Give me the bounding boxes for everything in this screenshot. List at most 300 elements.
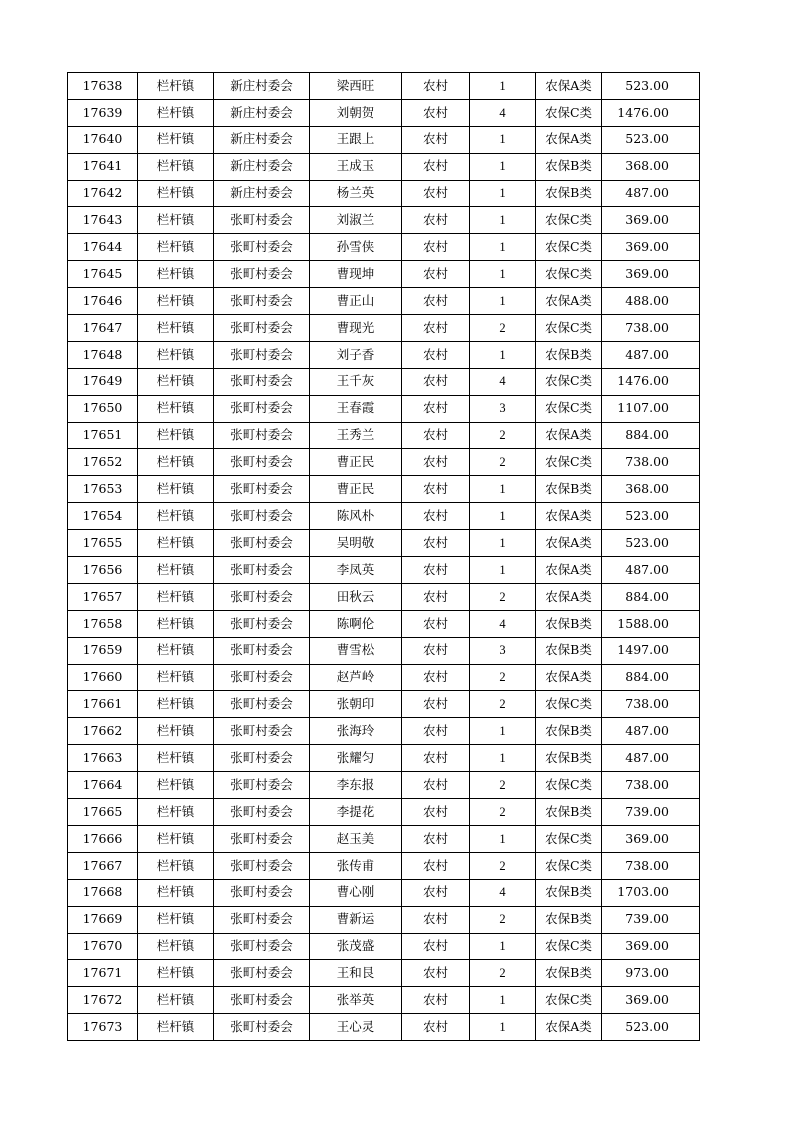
cell-town: 栏杆镇: [138, 906, 214, 933]
cell-person-name: 王秀兰: [310, 422, 402, 449]
cell-record-id: 17649: [68, 368, 138, 395]
cell-area-type: 农村: [402, 718, 470, 745]
cell-household-count: 1: [470, 476, 536, 503]
table-row: [68, 557, 700, 584]
cell-insurance-category: 农保B类: [536, 879, 602, 906]
cell-insurance-category: 农保B类: [536, 153, 602, 180]
table-row: [68, 422, 700, 449]
cell-household-count: 1: [470, 557, 536, 584]
cell-household-count: 2: [470, 315, 536, 342]
cell-household-count: 2: [470, 449, 536, 476]
cell-household-count: 1: [470, 987, 536, 1014]
table-row: [68, 879, 700, 906]
cell-amount: 523.00: [602, 73, 700, 100]
cell-person-name: 刘朝贺: [310, 99, 402, 126]
cell-area-type: 农村: [402, 557, 470, 584]
table-row: [68, 718, 700, 745]
cell-town: 栏杆镇: [138, 772, 214, 799]
cell-area-type: 农村: [402, 1014, 470, 1041]
cell-town: 栏杆镇: [138, 691, 214, 718]
cell-insurance-category: 农保A类: [536, 583, 602, 610]
cell-household-count: 4: [470, 368, 536, 395]
cell-household-count: 4: [470, 610, 536, 637]
cell-person-name: 李东报: [310, 772, 402, 799]
cell-amount: 1476.00: [602, 99, 700, 126]
cell-household-count: 4: [470, 99, 536, 126]
cell-village-committee: 张町村委会: [214, 207, 310, 234]
cell-area-type: 农村: [402, 261, 470, 288]
cell-insurance-category: 农保A类: [536, 664, 602, 691]
cell-insurance-category: 农保A类: [536, 288, 602, 315]
cell-village-committee: 张町村委会: [214, 422, 310, 449]
cell-amount: 1497.00: [602, 637, 700, 664]
cell-record-id: 17672: [68, 987, 138, 1014]
cell-insurance-category: 农保A类: [536, 530, 602, 557]
cell-record-id: 17657: [68, 583, 138, 610]
cell-amount: 523.00: [602, 503, 700, 530]
cell-town: 栏杆镇: [138, 664, 214, 691]
cell-area-type: 农村: [402, 610, 470, 637]
cell-household-count: 1: [470, 73, 536, 100]
cell-insurance-category: 农保B类: [536, 745, 602, 772]
cell-insurance-category: 农保A类: [536, 503, 602, 530]
cell-amount: 369.00: [602, 234, 700, 261]
records-table: [67, 72, 700, 1041]
table-row: [68, 691, 700, 718]
cell-amount: 738.00: [602, 772, 700, 799]
cell-record-id: 17661: [68, 691, 138, 718]
cell-amount: 487.00: [602, 180, 700, 207]
cell-area-type: 农村: [402, 180, 470, 207]
cell-household-count: 1: [470, 153, 536, 180]
cell-village-committee: 张町村委会: [214, 906, 310, 933]
cell-town: 栏杆镇: [138, 288, 214, 315]
cell-town: 栏杆镇: [138, 153, 214, 180]
cell-area-type: 农村: [402, 395, 470, 422]
cell-village-committee: 张町村委会: [214, 503, 310, 530]
cell-household-count: 1: [470, 288, 536, 315]
cell-village-committee: 张町村委会: [214, 557, 310, 584]
cell-record-id: 17638: [68, 73, 138, 100]
cell-record-id: 17668: [68, 879, 138, 906]
cell-area-type: 农村: [402, 73, 470, 100]
cell-town: 栏杆镇: [138, 933, 214, 960]
cell-amount: 369.00: [602, 825, 700, 852]
cell-town: 栏杆镇: [138, 960, 214, 987]
cell-area-type: 农村: [402, 368, 470, 395]
cell-village-committee: 新庄村委会: [214, 99, 310, 126]
table-row: [68, 1014, 700, 1041]
cell-person-name: 刘淑兰: [310, 207, 402, 234]
cell-household-count: 2: [470, 772, 536, 799]
cell-village-committee: 张町村委会: [214, 288, 310, 315]
cell-amount: 884.00: [602, 664, 700, 691]
cell-record-id: 17673: [68, 1014, 138, 1041]
cell-person-name: 杨兰英: [310, 180, 402, 207]
cell-town: 栏杆镇: [138, 745, 214, 772]
table-row: [68, 153, 700, 180]
cell-person-name: 田秋云: [310, 583, 402, 610]
cell-town: 栏杆镇: [138, 341, 214, 368]
cell-insurance-category: 农保B类: [536, 341, 602, 368]
cell-village-committee: 张町村委会: [214, 960, 310, 987]
cell-insurance-category: 农保C类: [536, 99, 602, 126]
cell-town: 栏杆镇: [138, 476, 214, 503]
cell-town: 栏杆镇: [138, 879, 214, 906]
table-row: [68, 637, 700, 664]
cell-record-id: 17648: [68, 341, 138, 368]
cell-person-name: 张举英: [310, 987, 402, 1014]
cell-record-id: 17658: [68, 610, 138, 637]
cell-record-id: 17642: [68, 180, 138, 207]
cell-person-name: 赵芦岭: [310, 664, 402, 691]
table-row: [68, 288, 700, 315]
cell-record-id: 17650: [68, 395, 138, 422]
cell-amount: 487.00: [602, 341, 700, 368]
cell-town: 栏杆镇: [138, 583, 214, 610]
table-row: [68, 449, 700, 476]
cell-town: 栏杆镇: [138, 261, 214, 288]
cell-household-count: 4: [470, 879, 536, 906]
cell-area-type: 农村: [402, 503, 470, 530]
cell-area-type: 农村: [402, 852, 470, 879]
cell-household-count: 1: [470, 341, 536, 368]
cell-area-type: 农村: [402, 799, 470, 826]
cell-household-count: 1: [470, 1014, 536, 1041]
cell-record-id: 17639: [68, 99, 138, 126]
cell-insurance-category: 农保C类: [536, 315, 602, 342]
cell-record-id: 17667: [68, 852, 138, 879]
cell-village-committee: 张町村委会: [214, 933, 310, 960]
cell-record-id: 17641: [68, 153, 138, 180]
table-row: [68, 99, 700, 126]
cell-town: 栏杆镇: [138, 126, 214, 153]
cell-record-id: 17656: [68, 557, 138, 584]
cell-household-count: 1: [470, 261, 536, 288]
cell-amount: 369.00: [602, 261, 700, 288]
table-row: [68, 503, 700, 530]
cell-town: 栏杆镇: [138, 395, 214, 422]
cell-village-committee: 新庄村委会: [214, 153, 310, 180]
cell-person-name: 李提花: [310, 799, 402, 826]
cell-record-id: 17665: [68, 799, 138, 826]
cell-person-name: 王和艮: [310, 960, 402, 987]
cell-insurance-category: 农保A类: [536, 73, 602, 100]
cell-record-id: 17640: [68, 126, 138, 153]
cell-amount: 739.00: [602, 799, 700, 826]
cell-town: 栏杆镇: [138, 637, 214, 664]
cell-insurance-category: 农保B类: [536, 637, 602, 664]
cell-insurance-category: 农保C类: [536, 234, 602, 261]
table-row: [68, 610, 700, 637]
cell-person-name: 张耀匀: [310, 745, 402, 772]
cell-area-type: 农村: [402, 234, 470, 261]
cell-amount: 884.00: [602, 583, 700, 610]
cell-insurance-category: 农保C类: [536, 691, 602, 718]
cell-village-committee: 张町村委会: [214, 395, 310, 422]
cell-insurance-category: 农保B类: [536, 476, 602, 503]
cell-area-type: 农村: [402, 207, 470, 234]
table-row: [68, 261, 700, 288]
cell-amount: 884.00: [602, 422, 700, 449]
cell-person-name: 陈风朴: [310, 503, 402, 530]
cell-household-count: 1: [470, 718, 536, 745]
cell-person-name: 曹正民: [310, 449, 402, 476]
cell-town: 栏杆镇: [138, 73, 214, 100]
cell-amount: 369.00: [602, 987, 700, 1014]
cell-record-id: 17653: [68, 476, 138, 503]
cell-area-type: 农村: [402, 960, 470, 987]
cell-area-type: 农村: [402, 476, 470, 503]
cell-person-name: 王春霞: [310, 395, 402, 422]
cell-town: 栏杆镇: [138, 99, 214, 126]
cell-area-type: 农村: [402, 691, 470, 718]
cell-insurance-category: 农保B类: [536, 906, 602, 933]
cell-town: 栏杆镇: [138, 799, 214, 826]
cell-record-id: 17643: [68, 207, 138, 234]
cell-household-count: 1: [470, 180, 536, 207]
cell-amount: 487.00: [602, 718, 700, 745]
cell-insurance-category: 农保C类: [536, 395, 602, 422]
cell-village-committee: 张町村委会: [214, 234, 310, 261]
cell-amount: 738.00: [602, 691, 700, 718]
cell-person-name: 吴明敬: [310, 530, 402, 557]
cell-insurance-category: 农保C类: [536, 933, 602, 960]
cell-village-committee: 张町村委会: [214, 825, 310, 852]
cell-insurance-category: 农保C类: [536, 261, 602, 288]
cell-area-type: 农村: [402, 315, 470, 342]
table-row: [68, 772, 700, 799]
cell-area-type: 农村: [402, 449, 470, 476]
table-row: [68, 368, 700, 395]
cell-household-count: 3: [470, 637, 536, 664]
table-row: [68, 73, 700, 100]
table-row: [68, 987, 700, 1014]
cell-area-type: 农村: [402, 825, 470, 852]
cell-amount: 738.00: [602, 852, 700, 879]
cell-household-count: 1: [470, 530, 536, 557]
cell-person-name: 张茂盛: [310, 933, 402, 960]
cell-insurance-category: 农保B类: [536, 180, 602, 207]
cell-area-type: 农村: [402, 153, 470, 180]
cell-person-name: 王千灰: [310, 368, 402, 395]
cell-person-name: 曹现坤: [310, 261, 402, 288]
table-row: [68, 180, 700, 207]
cell-household-count: 2: [470, 852, 536, 879]
cell-amount: 973.00: [602, 960, 700, 987]
cell-village-committee: 张町村委会: [214, 772, 310, 799]
cell-insurance-category: 农保A类: [536, 557, 602, 584]
cell-village-committee: 张町村委会: [214, 1014, 310, 1041]
cell-village-committee: 张町村委会: [214, 879, 310, 906]
cell-village-committee: 张町村委会: [214, 341, 310, 368]
cell-record-id: 17671: [68, 960, 138, 987]
cell-village-committee: 张町村委会: [214, 691, 310, 718]
table-row: [68, 745, 700, 772]
cell-household-count: 1: [470, 933, 536, 960]
cell-amount: 1476.00: [602, 368, 700, 395]
cell-insurance-category: 农保B类: [536, 610, 602, 637]
cell-insurance-category: 农保C类: [536, 368, 602, 395]
cell-insurance-category: 农保B类: [536, 960, 602, 987]
cell-area-type: 农村: [402, 341, 470, 368]
cell-insurance-category: 农保C类: [536, 772, 602, 799]
cell-person-name: 孙雪侠: [310, 234, 402, 261]
cell-household-count: 1: [470, 234, 536, 261]
cell-insurance-category: 农保B类: [536, 799, 602, 826]
cell-amount: 369.00: [602, 933, 700, 960]
cell-household-count: 1: [470, 207, 536, 234]
cell-insurance-category: 农保C类: [536, 449, 602, 476]
cell-household-count: 3: [470, 395, 536, 422]
cell-record-id: 17659: [68, 637, 138, 664]
cell-village-committee: 新庄村委会: [214, 126, 310, 153]
cell-amount: 739.00: [602, 906, 700, 933]
cell-town: 栏杆镇: [138, 987, 214, 1014]
cell-amount: 1588.00: [602, 610, 700, 637]
cell-insurance-category: 农保A类: [536, 1014, 602, 1041]
cell-insurance-category: 农保C类: [536, 852, 602, 879]
cell-record-id: 17645: [68, 261, 138, 288]
cell-village-committee: 张町村委会: [214, 718, 310, 745]
cell-amount: 523.00: [602, 126, 700, 153]
cell-record-id: 17670: [68, 933, 138, 960]
cell-person-name: 梁西旺: [310, 73, 402, 100]
cell-person-name: 曹雪松: [310, 637, 402, 664]
table-row: [68, 341, 700, 368]
cell-area-type: 农村: [402, 637, 470, 664]
cell-village-committee: 张町村委会: [214, 987, 310, 1014]
cell-area-type: 农村: [402, 879, 470, 906]
cell-town: 栏杆镇: [138, 718, 214, 745]
cell-town: 栏杆镇: [138, 1014, 214, 1041]
cell-area-type: 农村: [402, 530, 470, 557]
cell-village-committee: 张町村委会: [214, 610, 310, 637]
cell-town: 栏杆镇: [138, 825, 214, 852]
cell-record-id: 17652: [68, 449, 138, 476]
table-row: [68, 395, 700, 422]
cell-village-committee: 张町村委会: [214, 664, 310, 691]
cell-record-id: 17662: [68, 718, 138, 745]
cell-town: 栏杆镇: [138, 557, 214, 584]
cell-area-type: 农村: [402, 933, 470, 960]
cell-insurance-category: 农保B类: [536, 718, 602, 745]
cell-village-committee: 张町村委会: [214, 745, 310, 772]
cell-amount: 487.00: [602, 745, 700, 772]
cell-town: 栏杆镇: [138, 449, 214, 476]
cell-amount: 738.00: [602, 315, 700, 342]
cell-town: 栏杆镇: [138, 422, 214, 449]
cell-village-committee: 张町村委会: [214, 261, 310, 288]
table-row: [68, 207, 700, 234]
table-row: [68, 960, 700, 987]
cell-person-name: 曹新运: [310, 906, 402, 933]
cell-person-name: 曹正民: [310, 476, 402, 503]
cell-amount: 487.00: [602, 557, 700, 584]
cell-village-committee: 张町村委会: [214, 449, 310, 476]
cell-amount: 488.00: [602, 288, 700, 315]
cell-person-name: 陈啊伦: [310, 610, 402, 637]
table-row: [68, 234, 700, 261]
cell-person-name: 王跟上: [310, 126, 402, 153]
cell-household-count: 2: [470, 422, 536, 449]
cell-record-id: 17663: [68, 745, 138, 772]
cell-town: 栏杆镇: [138, 530, 214, 557]
cell-village-committee: 新庄村委会: [214, 180, 310, 207]
cell-person-name: 王心灵: [310, 1014, 402, 1041]
cell-area-type: 农村: [402, 664, 470, 691]
cell-household-count: 1: [470, 503, 536, 530]
cell-village-committee: 张町村委会: [214, 315, 310, 342]
cell-household-count: 1: [470, 825, 536, 852]
table-row: [68, 664, 700, 691]
cell-town: 栏杆镇: [138, 503, 214, 530]
table-row: [68, 476, 700, 503]
cell-village-committee: 新庄村委会: [214, 73, 310, 100]
cell-household-count: 2: [470, 906, 536, 933]
cell-amount: 738.00: [602, 449, 700, 476]
table-row: [68, 852, 700, 879]
table-row: [68, 315, 700, 342]
cell-person-name: 张海玲: [310, 718, 402, 745]
cell-area-type: 农村: [402, 583, 470, 610]
cell-area-type: 农村: [402, 987, 470, 1014]
cell-village-committee: 张町村委会: [214, 583, 310, 610]
cell-record-id: 17660: [68, 664, 138, 691]
cell-amount: 369.00: [602, 207, 700, 234]
cell-village-committee: 张町村委会: [214, 852, 310, 879]
cell-person-name: 张传甫: [310, 852, 402, 879]
cell-area-type: 农村: [402, 99, 470, 126]
table-row: [68, 799, 700, 826]
cell-person-name: 张朝印: [310, 691, 402, 718]
cell-village-committee: 张町村委会: [214, 368, 310, 395]
cell-town: 栏杆镇: [138, 852, 214, 879]
cell-village-committee: 张町村委会: [214, 476, 310, 503]
table-row: [68, 825, 700, 852]
cell-insurance-category: 农保A类: [536, 126, 602, 153]
cell-record-id: 17651: [68, 422, 138, 449]
table-body: [68, 73, 700, 1041]
cell-village-committee: 张町村委会: [214, 637, 310, 664]
cell-area-type: 农村: [402, 772, 470, 799]
cell-village-committee: 张町村委会: [214, 799, 310, 826]
cell-area-type: 农村: [402, 288, 470, 315]
table-row: [68, 906, 700, 933]
cell-person-name: 李凤英: [310, 557, 402, 584]
table-row: [68, 126, 700, 153]
cell-town: 栏杆镇: [138, 368, 214, 395]
cell-household-count: 2: [470, 583, 536, 610]
cell-amount: 1703.00: [602, 879, 700, 906]
cell-household-count: 2: [470, 960, 536, 987]
cell-town: 栏杆镇: [138, 315, 214, 342]
cell-village-committee: 张町村委会: [214, 530, 310, 557]
cell-insurance-category: 农保C类: [536, 825, 602, 852]
cell-record-id: 17669: [68, 906, 138, 933]
cell-household-count: 1: [470, 745, 536, 772]
table-row: [68, 583, 700, 610]
cell-town: 栏杆镇: [138, 180, 214, 207]
cell-household-count: 1: [470, 126, 536, 153]
cell-town: 栏杆镇: [138, 610, 214, 637]
table-row: [68, 933, 700, 960]
cell-record-id: 17644: [68, 234, 138, 261]
cell-amount: 368.00: [602, 476, 700, 503]
cell-insurance-category: 农保A类: [536, 422, 602, 449]
cell-record-id: 17647: [68, 315, 138, 342]
cell-record-id: 17655: [68, 530, 138, 557]
